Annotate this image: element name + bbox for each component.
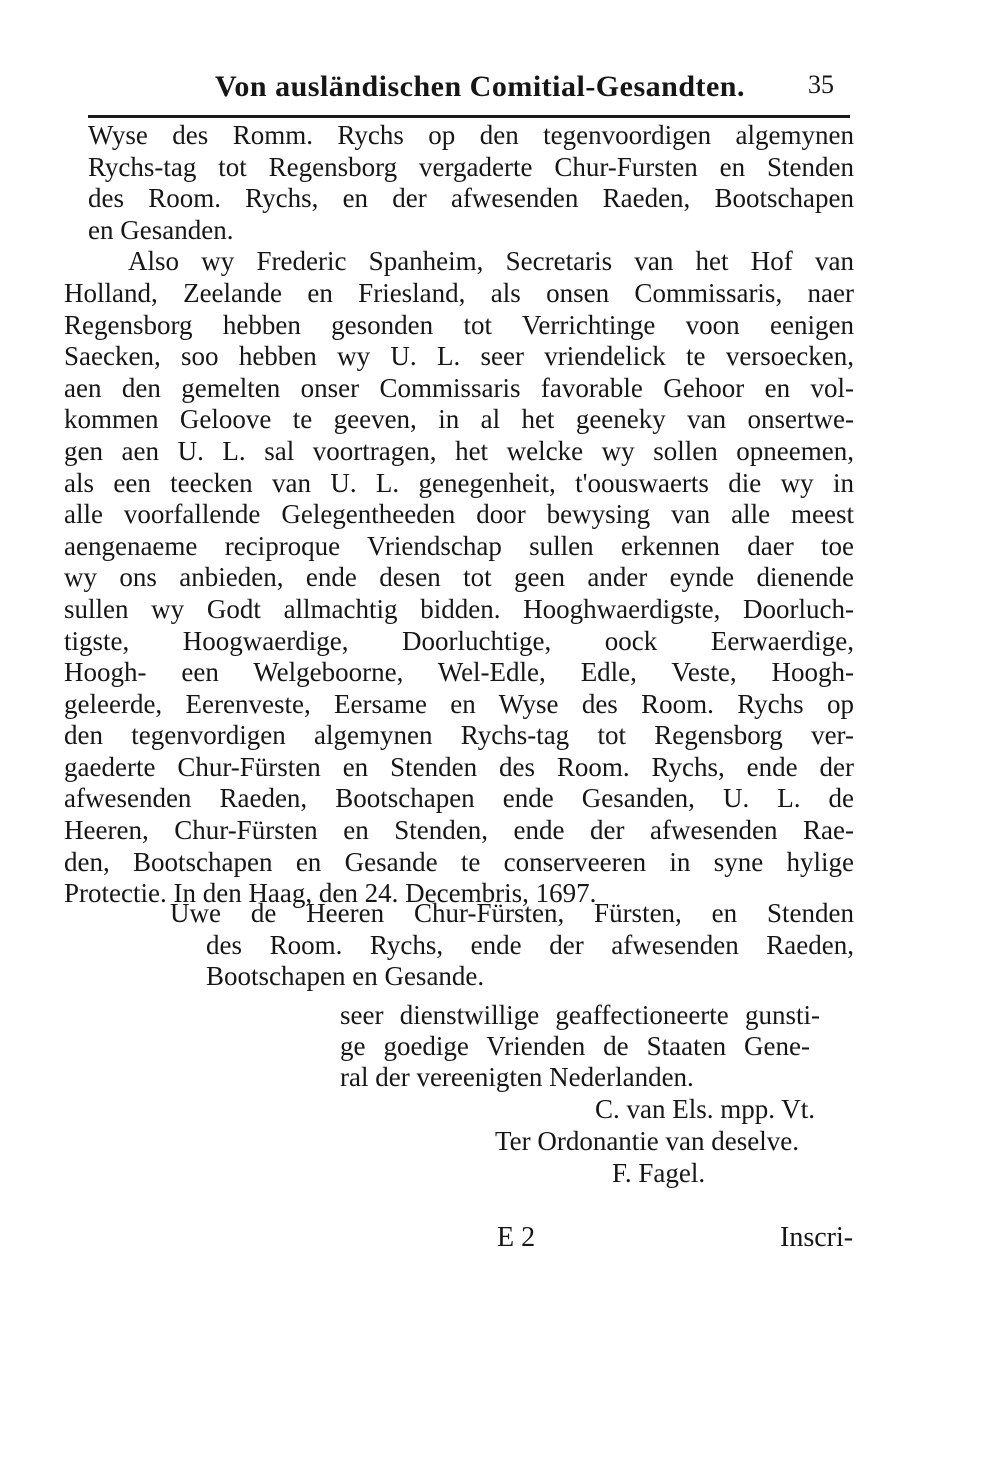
text-line: Saecken, soo hebben wy U. L. seer vriendelick te versoecken,: [64, 341, 854, 372]
text-line: geleerde, Eerenveste, Eersame en Wyse des Room. Rychs op: [64, 688, 854, 719]
text-line: ral der vereenigten Nederlanden.: [340, 1062, 694, 1092]
text-line: Heeren, Chur-Fürsten en Stenden, ende der afwesenden Rae-: [64, 815, 854, 846]
text-line: tigste, Hoogwaerdige, Doorluchtige, oock Eerwaerdige,: [64, 625, 854, 656]
text-line: den tegenvordigen algemynen Rychs-tag tot Regensborg ver-: [64, 720, 854, 751]
text-line: des Room. Rychs, ende der afwesenden Raeden,: [206, 929, 854, 960]
text-line: alle voorfallende Gelegentheeden door bewysing van alle meest: [64, 499, 854, 530]
text-line: Protectie. In den Haag, den 24. Decembris, 1697.: [64, 878, 597, 909]
text-line: Hoogh- een Welgeboorne, Wel-Edle, Edle, Veste, Hoogh-: [64, 657, 854, 688]
text-line: sullen wy Godt allmachtig bidden. Hooghwaerdigste, Doorluch-: [64, 593, 854, 624]
signature-line: Ter Ordonantie van deselve.: [495, 1126, 799, 1156]
text-line: aen den gemelten onser Commissaris favorable Gehoor en vol-: [64, 372, 854, 403]
text-line: gen aen U. L. sal voortragen, het welcke wy sollen opneemen,: [64, 435, 854, 466]
signoff-block: [340, 1000, 820, 1093]
text-line: des Room. Rychs, en der afwesenden Raeden, Bootschapen: [88, 183, 854, 214]
text-line: wy ons anbieden, ende desen tot geen ander eynde dienende: [64, 562, 854, 593]
text-line: Regensborg hebben gesonden tot Verrichtinge voon eenigen: [64, 309, 854, 340]
text-line: en Gesanden.: [88, 214, 234, 245]
text-line: afwesenden Raeden, Bootschapen ende Gesanden, U. L. de: [64, 783, 854, 814]
signature-mark: E 2: [497, 1222, 536, 1253]
signature-line: C. van Els. mpp. Vt.: [595, 1094, 816, 1124]
text-line: Bootschapen en Gesande.: [206, 961, 485, 992]
closing-address: [170, 898, 854, 993]
signature-line: F. Fagel.: [612, 1158, 706, 1188]
text-line: Uwe de Heeren Chur-Fürsten, Fürsten, en Stenden: [170, 898, 854, 928]
catchword: Inscri-: [780, 1222, 854, 1253]
text-line: seer dienstwillige geaffectioneerte gunsti-: [340, 1000, 820, 1030]
text-line: Holland, Zeelande en Friesland, als onsen Commissaris, naer: [64, 277, 854, 308]
text-line: gaederte Chur-Fürsten en Stenden des Room. Rychs, ende der: [64, 751, 854, 782]
header-rule: [88, 115, 850, 118]
text-line: Wyse des Romm. Rychs op den tegenvoordigen algemynen: [88, 120, 854, 150]
text-line: ge goedige Vrienden de Staaten Gene-: [340, 1031, 810, 1061]
page-number: 35: [808, 70, 834, 99]
text-line: den, Bootschapen en Gesande te conserveeren in syne hylige: [64, 846, 854, 877]
text-line: Rychs-tag tot Regensborg vergaderte Chur-Fursten en Stenden: [88, 151, 854, 182]
text-line: kommen Geloove te geeven, in al het geeneky van onsertwe-: [64, 404, 854, 435]
running-head: Von ausländischen Comitial-Gesandten.: [215, 70, 745, 103]
text-line: aengenaeme reciproque Vriendschap sullen erkennen daer toe: [64, 530, 854, 561]
letter-body: [64, 120, 854, 910]
text-line: Also wy Frederic Spanheim, Secretaris van het Hof van: [128, 246, 854, 277]
text-line: als een teecken van U. L. genegenheit, t'oouswaerts die wy in: [64, 467, 854, 498]
